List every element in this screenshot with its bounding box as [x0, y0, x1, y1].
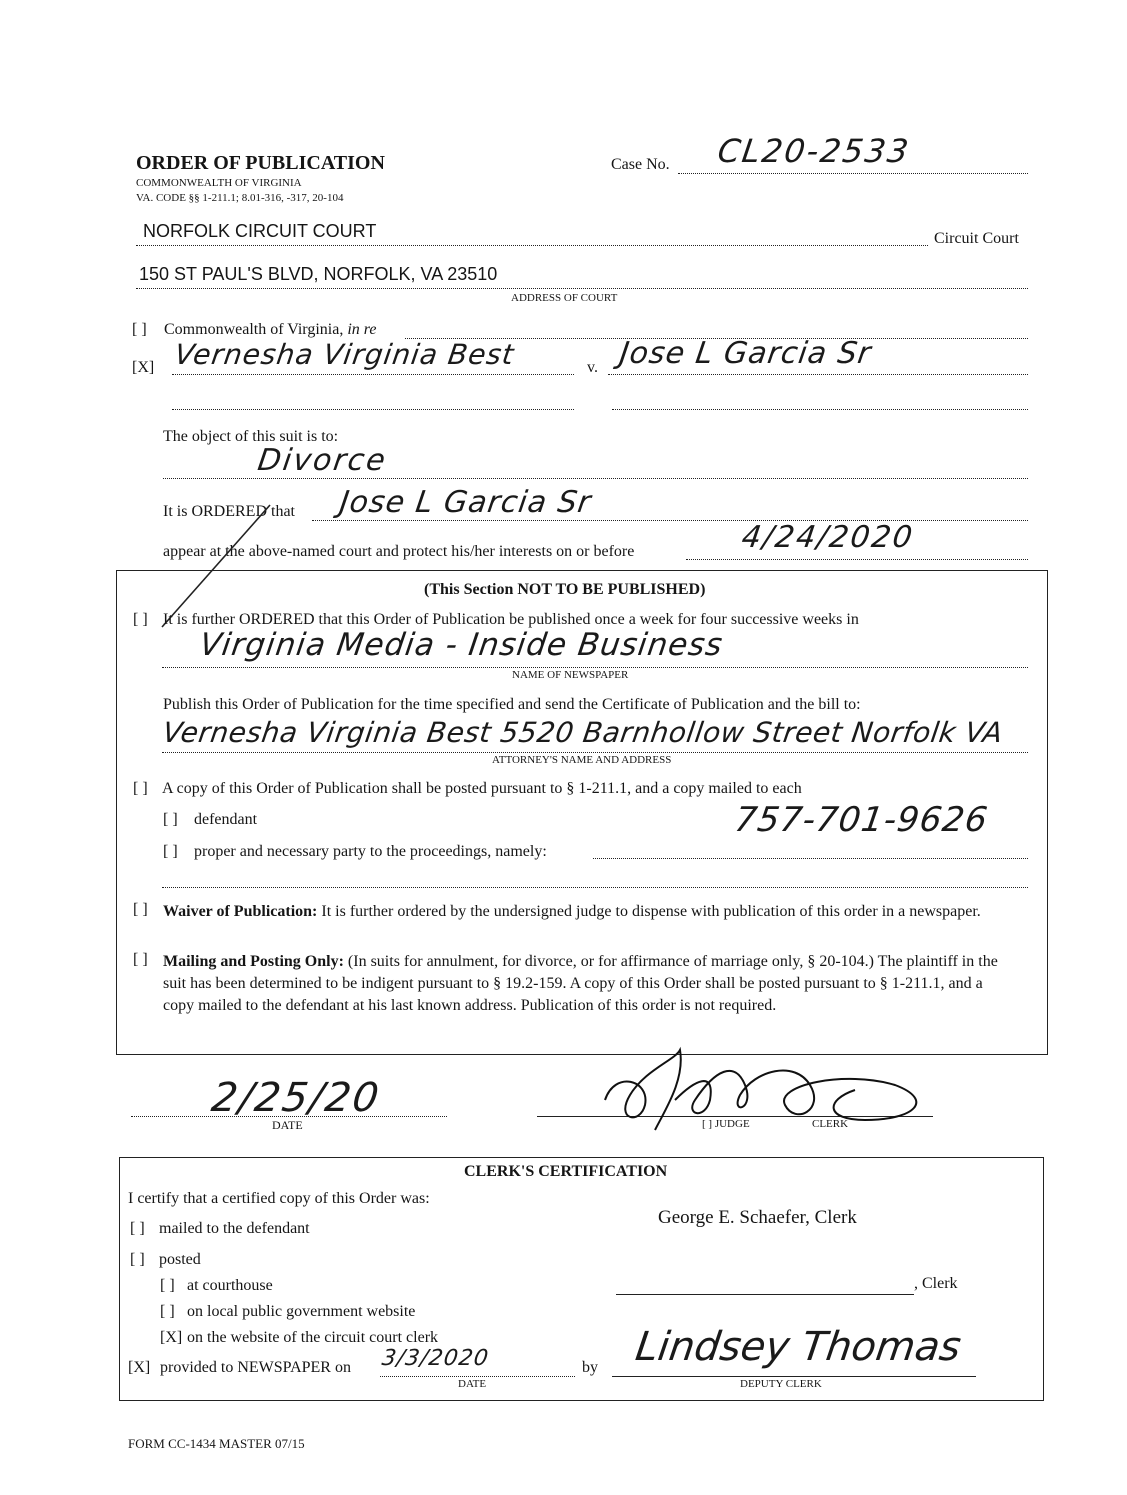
copy-checkbox[interactable]: [ ]	[133, 780, 148, 797]
court-address-label: ADDRESS OF COURT	[511, 292, 618, 304]
court-address-line	[136, 287, 1028, 289]
provided-date: 3/3/2020	[380, 1346, 491, 1371]
clerk-line-suffix: , Clerk	[914, 1275, 958, 1292]
courthouse-checkbox[interactable]: [ ]	[160, 1277, 175, 1294]
waiver-bold: Waiver of Publication:	[163, 903, 318, 920]
provided-checkbox[interactable]: [X]	[128, 1359, 151, 1376]
proper-checkbox[interactable]: [ ]	[163, 843, 178, 860]
clerk-cert-heading: CLERK'S CERTIFICATION	[464, 1163, 668, 1180]
deputy-line	[612, 1375, 976, 1377]
clerk-name: George E. Schaefer, Clerk	[658, 1207, 857, 1228]
newspaper-line	[162, 666, 1028, 668]
waiver-text: It is further ordered by the undersigned judge to dispense with publication of this order in a newspaper.	[321, 903, 981, 920]
posted-checkbox[interactable]: [ ]	[130, 1251, 145, 1268]
waiver-checkbox[interactable]: [ ]	[133, 901, 148, 918]
case-no-value: CL20-2533	[715, 132, 913, 170]
object-label: The object of this suit is to:	[163, 428, 339, 445]
judge-signature	[595, 1040, 940, 1140]
case-no-line	[678, 172, 1028, 174]
further-ordered-text: It is further ORDERED that this Order of Publication be published once a week for four successive weeks in	[163, 611, 859, 628]
appear-text: appear at the above-named court and protect his/her interests on or before	[163, 543, 635, 560]
mailing-checkbox[interactable]: [ ]	[133, 951, 148, 968]
phone-number: 757-701-9626	[732, 800, 991, 840]
posted-label: posted	[159, 1251, 201, 1268]
ordered-line	[312, 519, 1028, 521]
waiver-paragraph	[163, 901, 1013, 923]
order-date: 2/25/20	[208, 1075, 384, 1121]
newspaper-label: NAME OF NEWSPAPER	[512, 669, 629, 681]
commonwealth-in-re	[164, 321, 377, 339]
publish-text: Publish this Order of Publication for the time specified and send the Certificate of Publication and the bill to:	[163, 696, 861, 713]
website-checkbox[interactable]: [X]	[160, 1329, 183, 1346]
attorney-label: ATTORNEY'S NAME AND ADDRESS	[492, 754, 672, 766]
court-suffix: Circuit Court	[934, 230, 1019, 247]
appear-date-line	[686, 558, 1028, 560]
mailing-paragraph	[163, 951, 1013, 1017]
mailing-text: (In suits for annulment, for divorce, or for affirmance of marriage only, § 20-104.) The plaintiff in the suit has been determined to be indigent pursuant to § 19.2-159. A copy of this Order shall be posted pursuant to § 1-211.1, and a copy mailed to the defendant at his last known address. Publication of this order is not required.	[163, 953, 998, 1014]
defendant-line-2	[612, 408, 1028, 410]
form-title: ORDER OF PUBLICATION	[136, 152, 385, 174]
provided-label: provided to NEWSPAPER on	[160, 1359, 351, 1376]
defendant-line	[608, 373, 1028, 375]
court-name: NORFOLK CIRCUIT COURT	[143, 221, 377, 241]
court-name-line	[136, 244, 928, 246]
in-re-text: in re	[347, 321, 377, 338]
by-label: by	[582, 1359, 598, 1376]
va-code: VA. CODE §§ 1-211.1; 8.01-316, -317, 20-104	[136, 192, 344, 204]
local-checkbox[interactable]: [ ]	[160, 1303, 175, 1320]
deputy-signature: Lindsey Thomas	[632, 1324, 964, 1370]
proper-line	[593, 857, 1028, 859]
website-label: on the website of the circuit court clerk	[187, 1329, 439, 1346]
case-no-label: Case No.	[611, 156, 670, 173]
deputy-label: DEPUTY CLERK	[740, 1378, 822, 1390]
order-date-label: DATE	[272, 1118, 303, 1132]
clerk-cert-intro: I certify that a certified copy of this Order was:	[128, 1190, 430, 1207]
newspaper-name: Virginia Media - Inside Business	[197, 627, 726, 663]
copy-text: A copy of this Order of Publication shall be posted pursuant to § 1-211.1, and a copy mailed to each	[162, 780, 802, 797]
ordered-value: Jose L Garcia Sr	[337, 485, 594, 520]
form-id: FORM CC-1434 MASTER 07/15	[128, 1436, 305, 1451]
provided-date-label: DATE	[458, 1378, 487, 1390]
attorney-line	[162, 751, 1028, 753]
clerk-label: CLERK	[812, 1118, 849, 1130]
local-label: on local public government website	[187, 1303, 416, 1320]
commonwealth-text: Commonwealth of Virginia,	[164, 321, 344, 338]
ordered-label: It is ORDERED that	[163, 503, 295, 520]
clerk-line	[616, 1293, 914, 1295]
commonwealth-checkbox[interactable]: [ ]	[132, 321, 147, 338]
appear-date: 4/24/2020	[739, 520, 917, 555]
courthouse-label: at courthouse	[187, 1277, 273, 1294]
further-checkbox[interactable]: [ ]	[133, 611, 148, 628]
mailed-checkbox[interactable]: [ ]	[130, 1220, 145, 1237]
attorney-name-address: Vernesha Virginia Best 5520 Barnhollow Street Norfolk VA	[160, 716, 1006, 749]
not-published-heading: (This Section NOT TO BE PUBLISHED)	[424, 581, 706, 598]
provided-date-line	[380, 1375, 575, 1377]
mailing-bold: Mailing and Posting Only:	[163, 953, 344, 970]
court-address: 150 ST PAUL'S BLVD, NORFOLK, VA 23510	[139, 264, 498, 284]
object-value: Divorce	[255, 443, 390, 478]
judge-label: [ ] JUDGE	[702, 1118, 750, 1130]
defendant-label: defendant	[194, 811, 258, 828]
mailed-label: mailed to the defendant	[159, 1220, 310, 1237]
parties-checkbox[interactable]: [X]	[132, 359, 155, 376]
versus: v.	[587, 359, 598, 376]
commonwealth-label: COMMONWEALTH OF VIRGINIA	[136, 177, 302, 189]
plaintiff-line	[172, 373, 574, 375]
order-date-line	[131, 1115, 447, 1117]
proper-line-2	[162, 886, 1028, 888]
plaintiff-name: Vernesha Virginia Best	[172, 338, 517, 371]
defendant-checkbox[interactable]: [ ]	[163, 811, 178, 828]
defendant-name: Jose L Garcia Sr	[617, 336, 874, 371]
object-line	[163, 477, 1028, 479]
proper-text: proper and necessary party to the proceedings, namely:	[194, 843, 547, 860]
plaintiff-line-2	[172, 408, 574, 410]
